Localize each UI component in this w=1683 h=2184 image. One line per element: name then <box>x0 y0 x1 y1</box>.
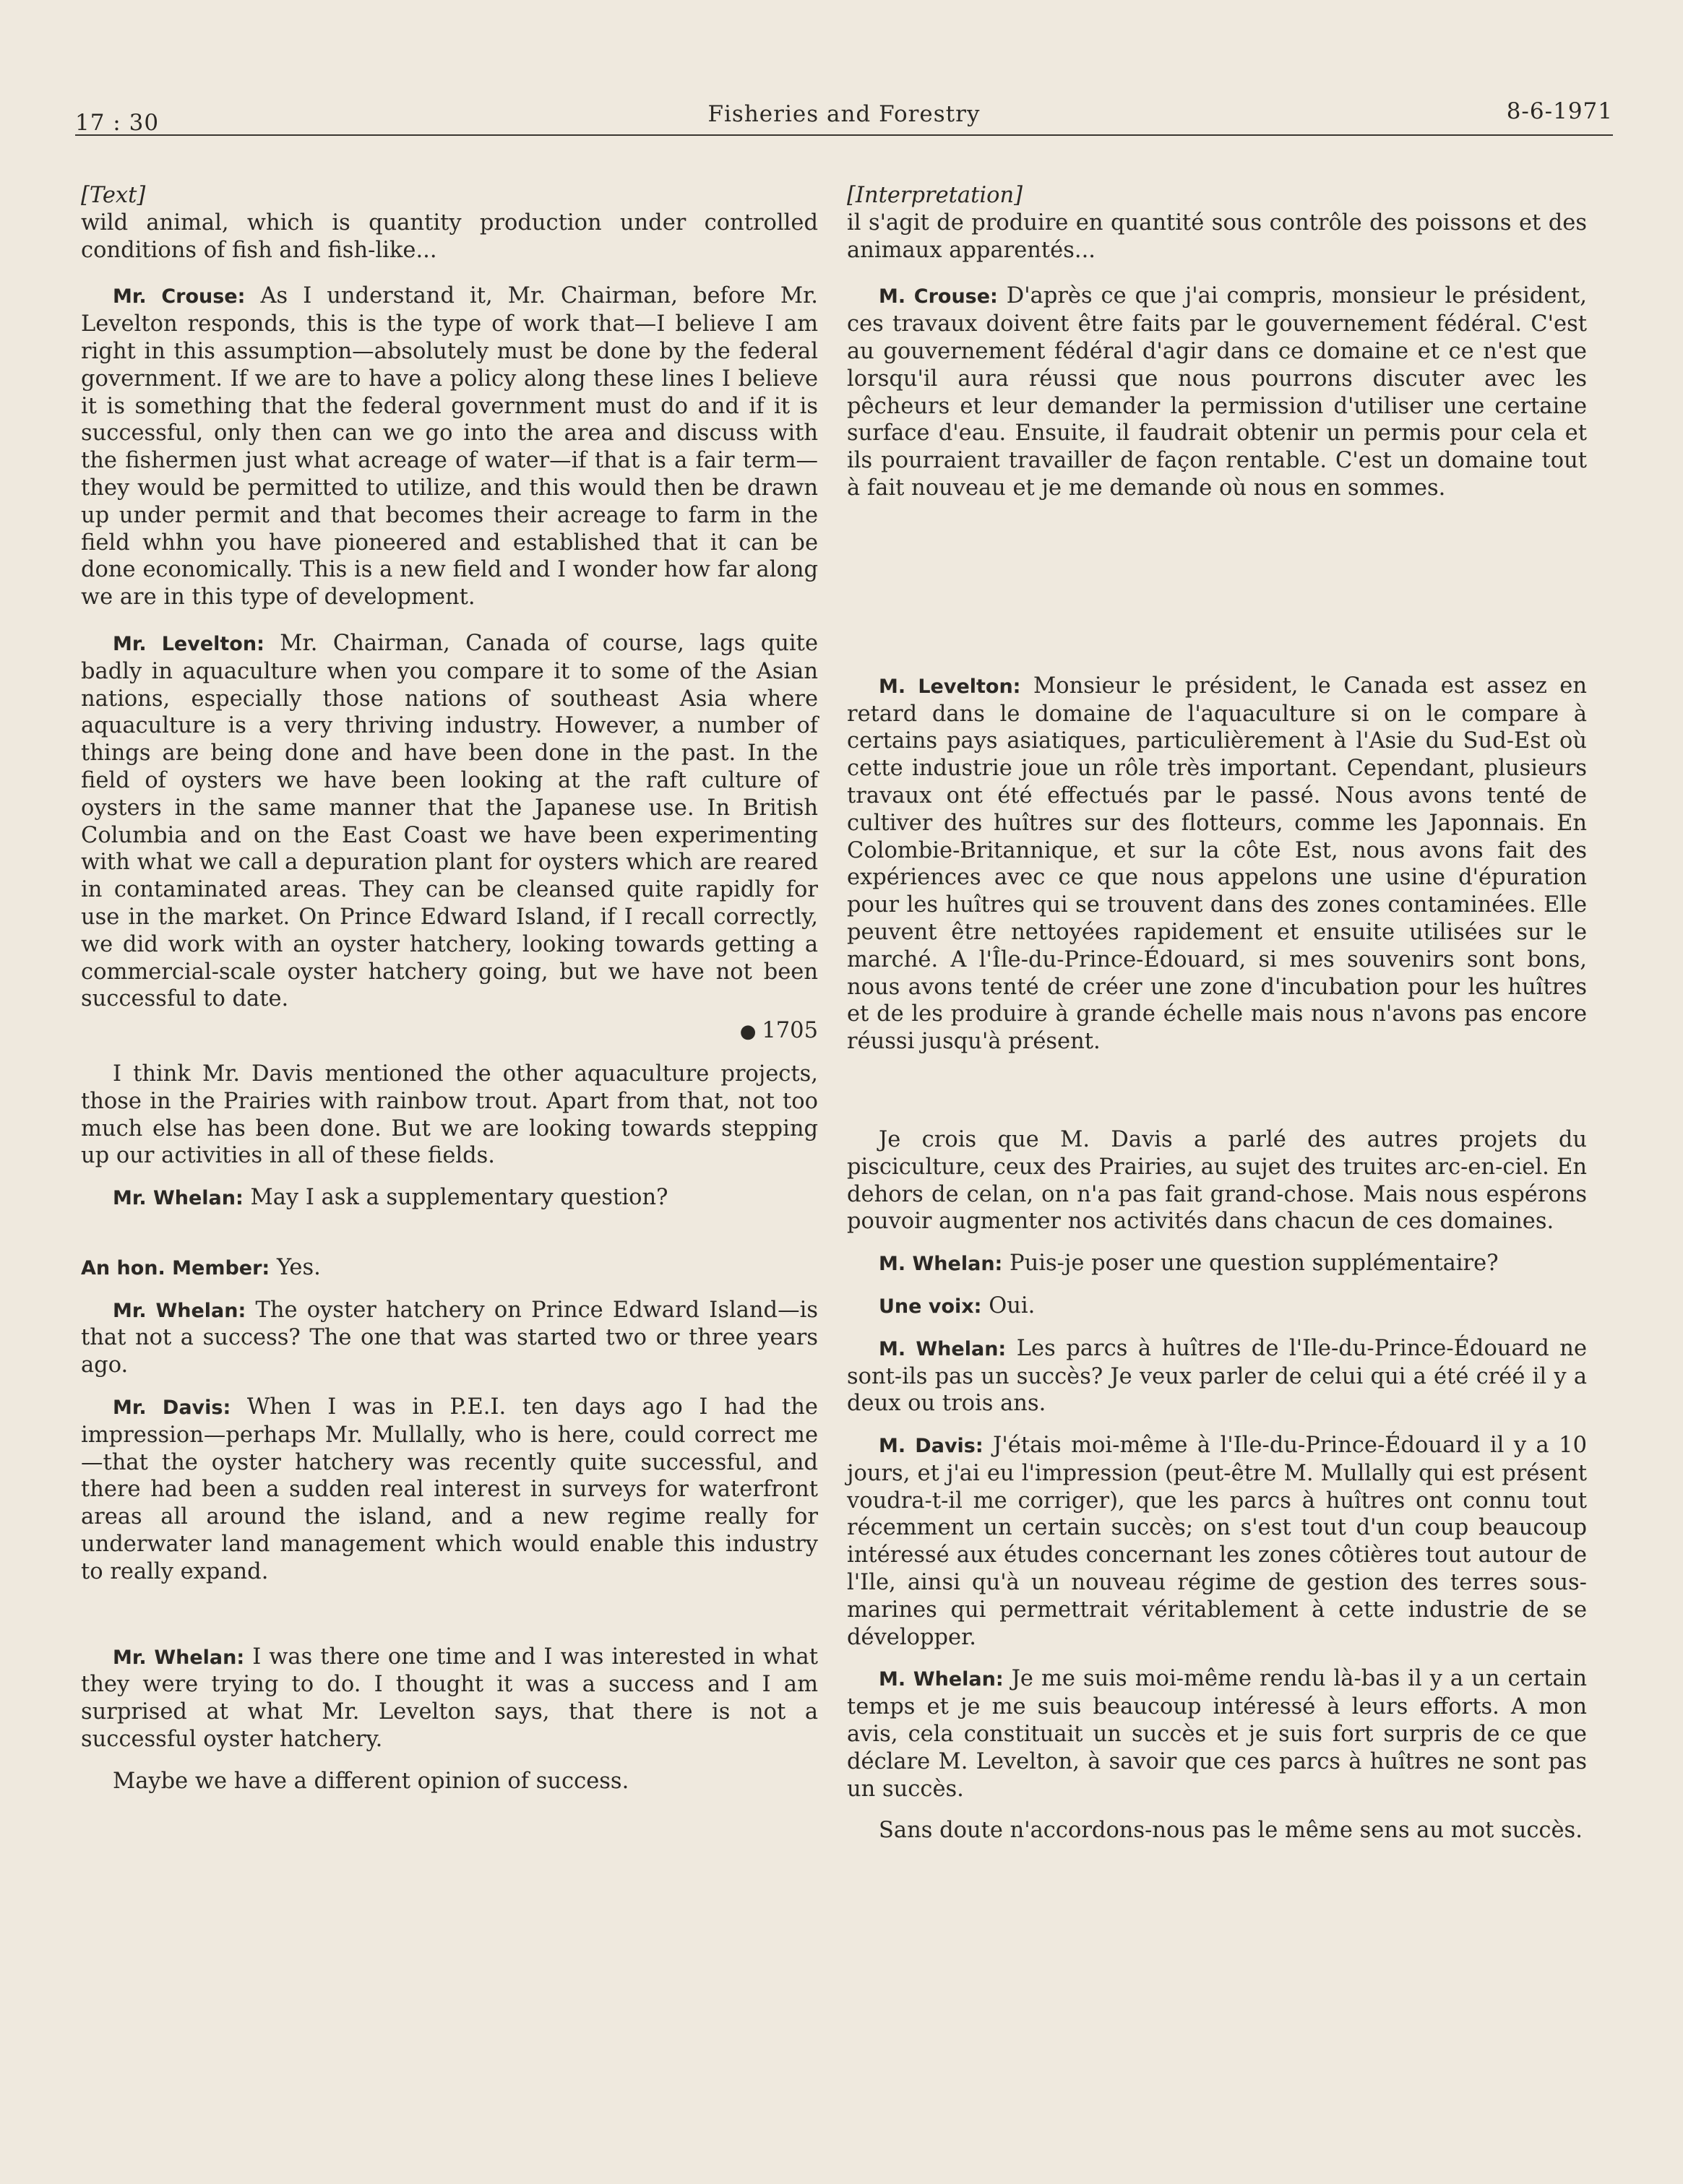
speech-text: May I ask a supplementary question? <box>250 1185 668 1211</box>
speech-hon-member <box>81 1254 818 1282</box>
speech-davis <box>81 1394 818 1586</box>
section-heading: [Text] <box>81 183 146 208</box>
paragraph <box>81 210 818 264</box>
speech-whelan <box>847 1335 1587 1417</box>
speech-whelan <box>81 1297 818 1379</box>
speaker-name: An hon. Member: <box>81 1256 270 1279</box>
speaker-name: M. Levelton: <box>879 675 1021 698</box>
page-header <box>75 98 1613 136</box>
speaker-name: Mr. Crouse: <box>113 285 246 308</box>
speech-levelton <box>81 630 818 1013</box>
paragraph-text: il s'agit de produire en quantité sous contrôle des poissons et des animaux apparentés... <box>847 210 1587 263</box>
english-column <box>81 182 818 1795</box>
speaker-name: M. Whelan: <box>879 1337 1007 1360</box>
speaker-name: M. Whelan: <box>879 1668 1004 1691</box>
paragraph <box>847 1126 1587 1235</box>
speech-une-voix <box>847 1292 1587 1321</box>
speaker-name: Une voix: <box>879 1295 982 1318</box>
speech-text: I was there one time and I was interested in what they were trying to do. I thought it was a success and I am surprised at what Mr. Levelton says, that there is not a successful oyster hatchery. <box>81 1644 818 1753</box>
speech-text: As I understand it, Mr. Chairman, before Mr. Levelton responds, this is the type of work that—I believe I am right in this assumption—absolutely must be done by the federal government. If we are to have a policy along these lines I believe it is something that the federal government must do and if it is successful, only then can we go into the area and discuss with the fishermen just what acreage of water—if that is a fair term—they would be permitted to utilize, and this would then be drawn up under permit and that becomes their acreage to farm in the field whhn you have pioneered and established that it can be done economically. This is a new field and I wonder how far along we are in this type of development. <box>81 283 818 610</box>
paragraph <box>847 1817 1587 1844</box>
paragraph-text: Sans doute n'accordons-nous pas le même sens au mot succès. <box>879 1818 1583 1844</box>
section-heading: [Interpretation] <box>847 183 1023 208</box>
speaker-name: Mr. Davis: <box>113 1397 231 1420</box>
paragraph-text: Maybe we have a different opinion of success. <box>113 1768 629 1794</box>
time-marker <box>81 1017 818 1046</box>
speech-text: Mr. Chairman, Canada of course, lags quite badly in aquaculture when you compare it to some of the Asian nations, especially those nations of southeast Asia where aquaculture is a very thriving industry. However, a number of things are being done and have been done in the past. In the field of oysters we have been looking at the raft culture of oysters in the same manner that the Japanese use. In British Columbia and on the East Coast we have been experimenting with what we call a depuration plant for oysters which are reared in contaminated areas. They can be cleansed quite rapidly for use in the market. On Prince Edward Island, if I recall correctly, we did work with an oyster hatchery, looking towards getting a commercial-scale oyster hatchery going, but we have not been successful to date. <box>81 630 818 1012</box>
speech-whelan <box>81 1184 818 1212</box>
speech-whelan <box>847 1250 1587 1278</box>
speaker-name: Mr. Whelan: <box>113 1187 244 1210</box>
paragraph <box>847 210 1587 264</box>
speaker-name: M. Davis: <box>879 1435 983 1458</box>
speech-levelton <box>847 673 1587 1056</box>
speech-text: When I was in P.E.I. ten days ago I had the impression—perhaps Mr. Mullally, who is here, could correct me—that the oyster hatchery was recently quite successful, and there had been a sudden real interest in surveys for waterfront areas all around the island, and a new regime really for underwater land management which would enable this industry to really expand. <box>81 1394 818 1584</box>
speech-davis <box>847 1432 1587 1651</box>
speech-text: D'après ce que j'ai compris, monsieur le président, ces travaux doivent être faits par le gouvernement fédéral. C'est au gouvernement fédéral d'agir dans ce domaine et ce n'est que lorsqu'il aura réussi que nous pourrons discuter avec les pêcheurs et leur demander la permission d'utiliser une certaine surface d'eau. Ensuite, il faudrait obtenir un permis pour cela et ils pourraient travailler de façon rentable. C'est un domaine tout à fait nouveau et je me demande où nous en sommes. <box>847 283 1587 501</box>
header-rule <box>75 134 1613 136</box>
speech-text: Monsieur le président, le Canada est assez en retard dans le domaine de l'aquaculture si on le compare à certains pays asiatiques, particulièrement à l'Asie du Sud-Est où cette industrie joue un rôle très important. Cependant, plusieurs travaux ont été effectués par le passé. Nous avons tenté de cultiver des huîtres sur des flotteurs, comme les Japonnais. En Colombie-Britannique, et sur la côte Est, nous avons fait des expériences avec ce que nous appelons une usine d'épuration pour les huîtres qui se trouvent dans des zones contaminées. Elle peuvent être nettoyées rapidement et ensuite utilisées sur le marché. A l'Île-du-Prince-Édouard, si mes souvenirs sont bons, nous avons tenté de créer une zone d'incubation pour les huîtres et de les produire à grande échelle mais nous n'avons pas encore réussi jusqu'à présent. <box>847 673 1587 1055</box>
time-marker-text: 1705 <box>762 1018 818 1044</box>
speech-text: J'étais moi-même à l'Ile-du-Prince-Édouard il y a 10 jours, et j'ai eu l'impression (peut-être M. Mullally qui est présent voudra-t-il me corriger), que les parcs à huîtres ont connu tout récemment un certain succès; on s'est tout d'un coup beaucoup intéressé aux études concernant les zones côtières tout autour de l'Ile, ainsi qu'à un nouveau régime de gestion des terres sous-marines qui permettrait véritablement à cette industrie de se développer. <box>847 1433 1587 1650</box>
french-column <box>847 182 1587 1844</box>
speech-text: Puis-je poser une question supplémentaire? <box>1010 1251 1499 1277</box>
paragraph <box>81 1768 818 1795</box>
page-number: 17 : 30 <box>75 110 160 136</box>
bullet-icon: ● <box>739 1021 757 1043</box>
publication-title: Fisheries and Forestry <box>707 101 981 127</box>
speech-text: Yes. <box>276 1254 321 1280</box>
paragraph-text: I think Mr. Davis mentioned the other aquaculture projects, those in the Prairies with rainbow trout. Apart from that, not too much else has been done. But we are looking towards stepping up our activities in all of these fields. <box>81 1061 818 1169</box>
speaker-name: Mr. Whelan: <box>113 1299 246 1322</box>
speech-whelan <box>847 1665 1587 1803</box>
speech-text: Je me suis moi-même rendu là-bas il y a un certain temps et je me suis beaucoup intéressé à leurs efforts. A mon avis, cela constituait un succès et je suis fort surpris de ce que déclare M. Levelton, à savoir que ces parcs à huîtres ne sont pas un succès. <box>847 1666 1587 1802</box>
speech-whelan <box>81 1644 818 1753</box>
speech-crouse <box>847 282 1587 501</box>
speaker-name: M. Crouse: <box>879 285 998 308</box>
paragraph <box>81 1061 818 1170</box>
speaker-name: Mr. Whelan: <box>113 1646 245 1669</box>
speech-text: Les parcs à huîtres de l'Ile-du-Prince-Édouard ne sont-ils pas un succès? Je veux parler de celui qui a été créé il y a deux ou trois ans. <box>847 1335 1588 1417</box>
speech-text: Oui. <box>989 1292 1036 1318</box>
speech-text: The oyster hatchery on Prince Edward Island—is that not a success? The one that was started two or three years ago. <box>81 1297 818 1378</box>
paragraph-text: wild animal, which is quantity production under controlled conditions of fish and fish-like... <box>81 210 818 263</box>
speaker-name: M. Whelan: <box>879 1253 1003 1276</box>
speech-crouse <box>81 282 818 611</box>
paragraph-text: Je crois que M. Davis a parlé des autres projets du pisciculture, ceux des Prairies, au sujet des truites arc-en-ciel. En dehors de celan, on n'a pas fait grand-chose. Mais nous espérons pouvoir augmenter nos activités dans chacun de ces domaines. <box>847 1126 1587 1235</box>
speaker-name: Mr. Levelton: <box>113 632 264 655</box>
page-date: 8-6-1971 <box>1506 98 1613 124</box>
